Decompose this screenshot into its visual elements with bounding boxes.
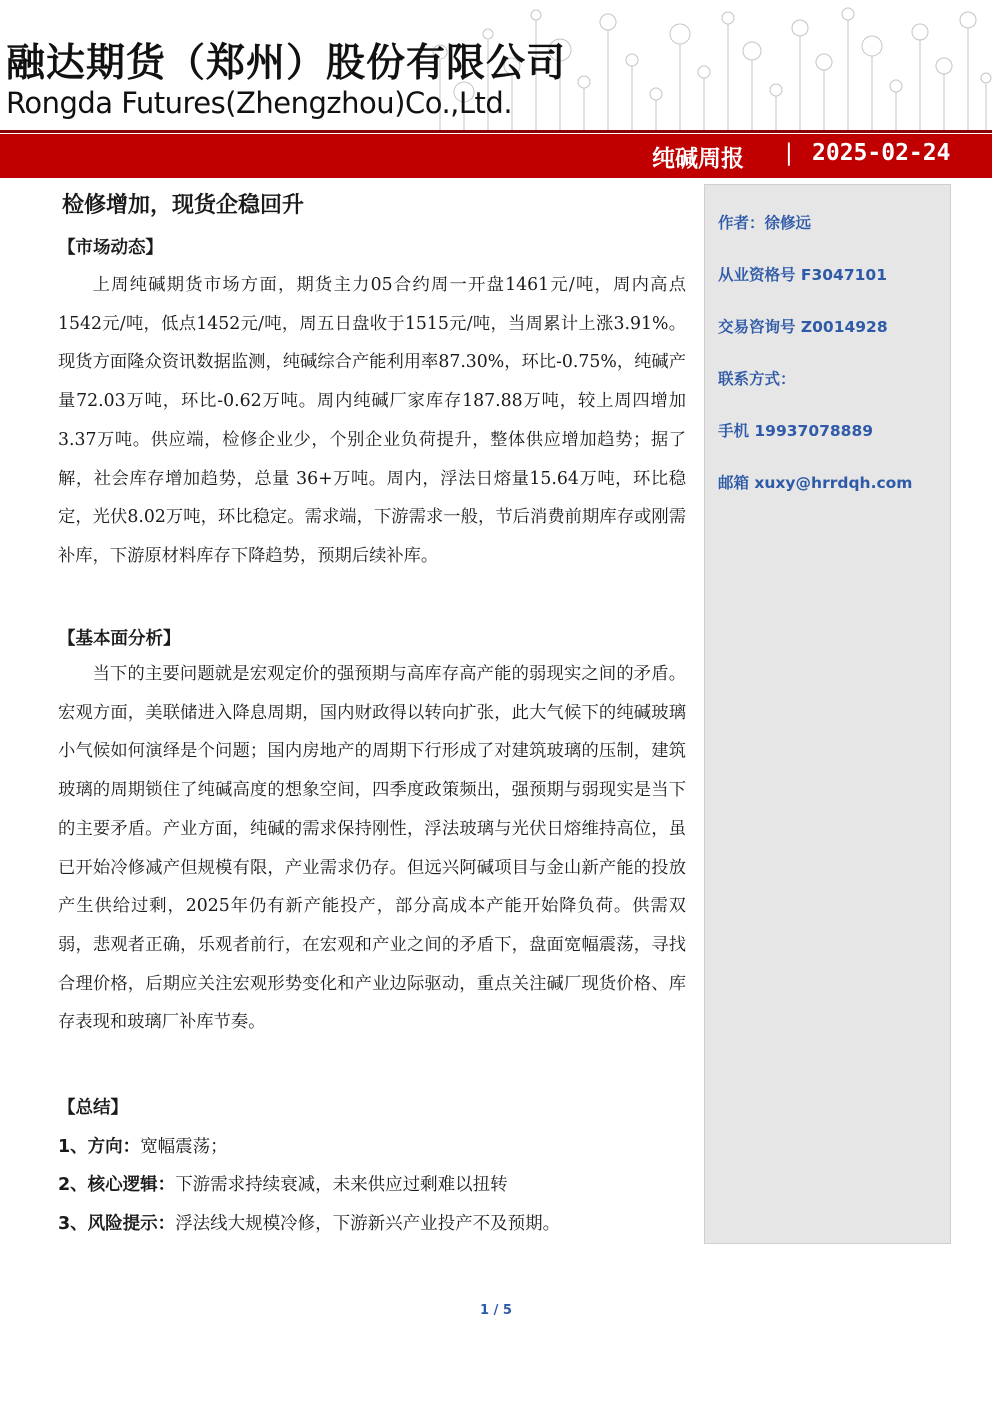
market-line: 内高点1542元/吨，低点1452元/吨，周五日盘收于1515元/吨，当周 [58, 275, 686, 334]
section-heading-market: 【市场动态】 [58, 238, 163, 258]
consult-number: 交易咨询号 Z0014928 [718, 318, 888, 336]
fundamentals-line: 产但规模有限，产业需求仍存。但远兴阿碱项目与金山新产能的投放产 [58, 857, 686, 917]
report-date: 2025-02-24 [812, 140, 951, 166]
market-line: 总量 36+万吨。周内，浮法日熔量15.64万吨，环比稳定，光伏8.02万 [58, 468, 686, 528]
market-line: 累计上涨3.91%。现货方面隆众资讯数据监测，纯碱综合产能利用率 [58, 313, 686, 373]
market-line: 厂家库存187.88万吨，较上周四增加3.37万吨。供应端，检修企业少， [58, 391, 686, 450]
summary-item-direction [58, 1133, 228, 1158]
market-paragraph [58, 266, 686, 576]
market-line: 87.30%，环比-0.75%，纯碱产量72.03万吨，环比-0.62万吨。周内纯碱 [58, 352, 686, 412]
summary-item-logic [58, 1171, 508, 1196]
market-line: 吨，环比稳定。需求端，下游需求一般，节后消费前期库存或刚需补库， [58, 507, 686, 566]
author-name: 作者：徐修远 [718, 214, 812, 232]
summary-key: 2、核心逻辑： [58, 1175, 176, 1195]
company-name-en: Rongda Futures(Zhengzhou)Co.,Ltd. [6, 86, 513, 120]
fundamentals-line: 宽幅震荡，寻找合理价格，后期应关注宏观形势变化和产业边际驱动， [58, 934, 686, 994]
author-sidebar [704, 184, 951, 1244]
market-line: 个别企业负荷提升，整体供应增加趋势；据了解，社会库存增加趋势， [58, 429, 686, 489]
report-name: 纯碱周报 [652, 146, 744, 172]
page-header [0, 0, 992, 180]
fundamentals-line: 此大气候下的纯碱玻璃小气候如何演绎是个问题；国内房地产的周期下 [58, 702, 686, 762]
fundamentals-paragraph [58, 655, 686, 1042]
summary-value: 下游需求持续衰减，未来供应过剩难以扭转 [175, 1175, 508, 1195]
market-line: 上周纯碱期货市场方面，期货主力05合约周一开盘1461元/吨，周 [92, 275, 632, 295]
company-name-cn: 融达期货（郑州）股份有限公司 [6, 41, 567, 86]
summary-value: 浮法线大规模冷修，下游新兴产业投产不及预期。 [175, 1214, 561, 1234]
fundamentals-line: 生供给过剩，2025年仍有新产能投产，部分高成本产能开始降负荷。供 [76, 896, 651, 917]
market-line: 下游原材料库存下降趋势，预期后续补库。 [109, 545, 439, 566]
summary-item-risk [58, 1210, 560, 1235]
summary-key: 3、风险提示： [58, 1214, 176, 1234]
fundamentals-line: 需双弱，悲观者正确，乐观者前行，在宏观和产业之间的矛盾下，盘面 [58, 896, 686, 955]
fundamentals-line: 间，四季度政策频出，强预期与弱现实是当下的主要矛盾。产业方面， [58, 780, 686, 839]
fundamentals-line: 纯碱的需求保持刚性，浮法玻璃与光伏日熔维持高位，虽已开始冷修减 [58, 818, 686, 878]
header-rule [0, 130, 992, 133]
banner-separator: | [785, 140, 793, 166]
section-heading-summary: 【总结】 [58, 1098, 128, 1118]
contact-label: 联系方式： [718, 370, 796, 388]
qualification-number: 从业资格号 F3047101 [718, 266, 887, 284]
summary-key: 1、方向： [58, 1137, 141, 1157]
email-address[interactable]: 邮箱 xuxy@hrrdqh.com [718, 474, 913, 492]
page-number: 1 / 5 [480, 1303, 512, 1318]
fundamentals-line: 重点关注碱厂现货价格、库存表现和玻璃厂补库节奏。 [58, 973, 686, 1033]
fundamentals-line: 行形成了对建筑玻璃的压制，建筑玻璃的周期锁住了纯碱高度的想象空 [58, 741, 686, 801]
fundamentals-line: 间的矛盾。宏观方面，美联储进入降息周期，国内财政得以转向扩张， [58, 664, 686, 723]
phone-number: 手机 19937078889 [718, 422, 874, 440]
fundamentals-line: 当下的主要问题就是宏观定价的强预期与高库存高产能的弱现实之 [92, 664, 599, 684]
summary-value: 宽幅震荡； [140, 1137, 228, 1157]
report-title: 检修增加，现货企稳回升 [62, 193, 305, 218]
section-heading-fundamentals: 【基本面分析】 [58, 629, 181, 649]
